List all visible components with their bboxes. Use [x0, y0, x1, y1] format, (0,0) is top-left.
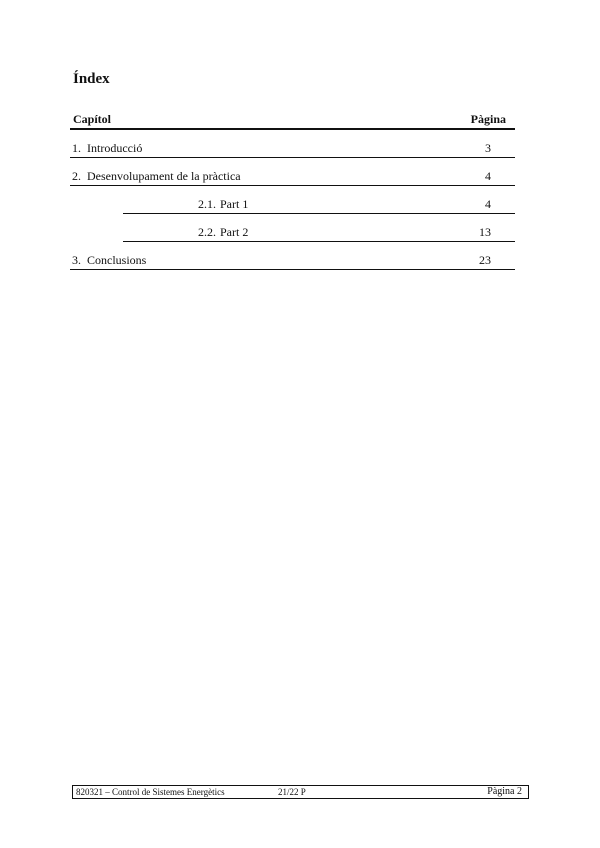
page-title: Índex: [73, 71, 110, 87]
toc-entry-conclusions[interactable]: [70, 244, 515, 270]
page-footer: [72, 785, 529, 799]
entry-title: Introducció: [87, 141, 143, 155]
page-column-header: Pàgina: [470, 112, 506, 126]
table-of-contents: [70, 111, 515, 270]
toc-entry-part-1[interactable]: [123, 188, 515, 214]
toc-entry-desenvolupament[interactable]: [70, 160, 515, 186]
entry-page-number: 4: [485, 169, 491, 183]
toc-header: [70, 111, 515, 130]
entry-number: 1.: [72, 141, 81, 155]
entry-number: 2.2.: [198, 225, 216, 239]
entry-number: 3.: [72, 253, 81, 267]
entry-page-number: 3: [485, 141, 491, 155]
entry-title: Desenvolupament de la pràctica: [87, 169, 241, 183]
entry-title: Conclusions: [87, 253, 147, 267]
footer-term: 21/22 P: [278, 787, 306, 797]
entry-title: Part 2: [220, 225, 249, 239]
footer-course: 820321 – Control de Sistemes Energètics: [76, 787, 225, 797]
entry-page-number: 4: [485, 197, 491, 211]
entry-title: Part 1: [220, 197, 249, 211]
footer-page-number: Pàgina 2: [487, 786, 522, 797]
entry-number: 2.1.: [198, 197, 216, 211]
chapter-column-header: Capítol: [73, 112, 112, 126]
entry-number: 2.: [72, 169, 81, 183]
toc-entry-part-2[interactable]: [123, 216, 515, 242]
entry-page-number: 23: [479, 253, 491, 267]
entry-page-number: 13: [479, 225, 491, 239]
toc-entry-introduccio[interactable]: [70, 132, 515, 158]
